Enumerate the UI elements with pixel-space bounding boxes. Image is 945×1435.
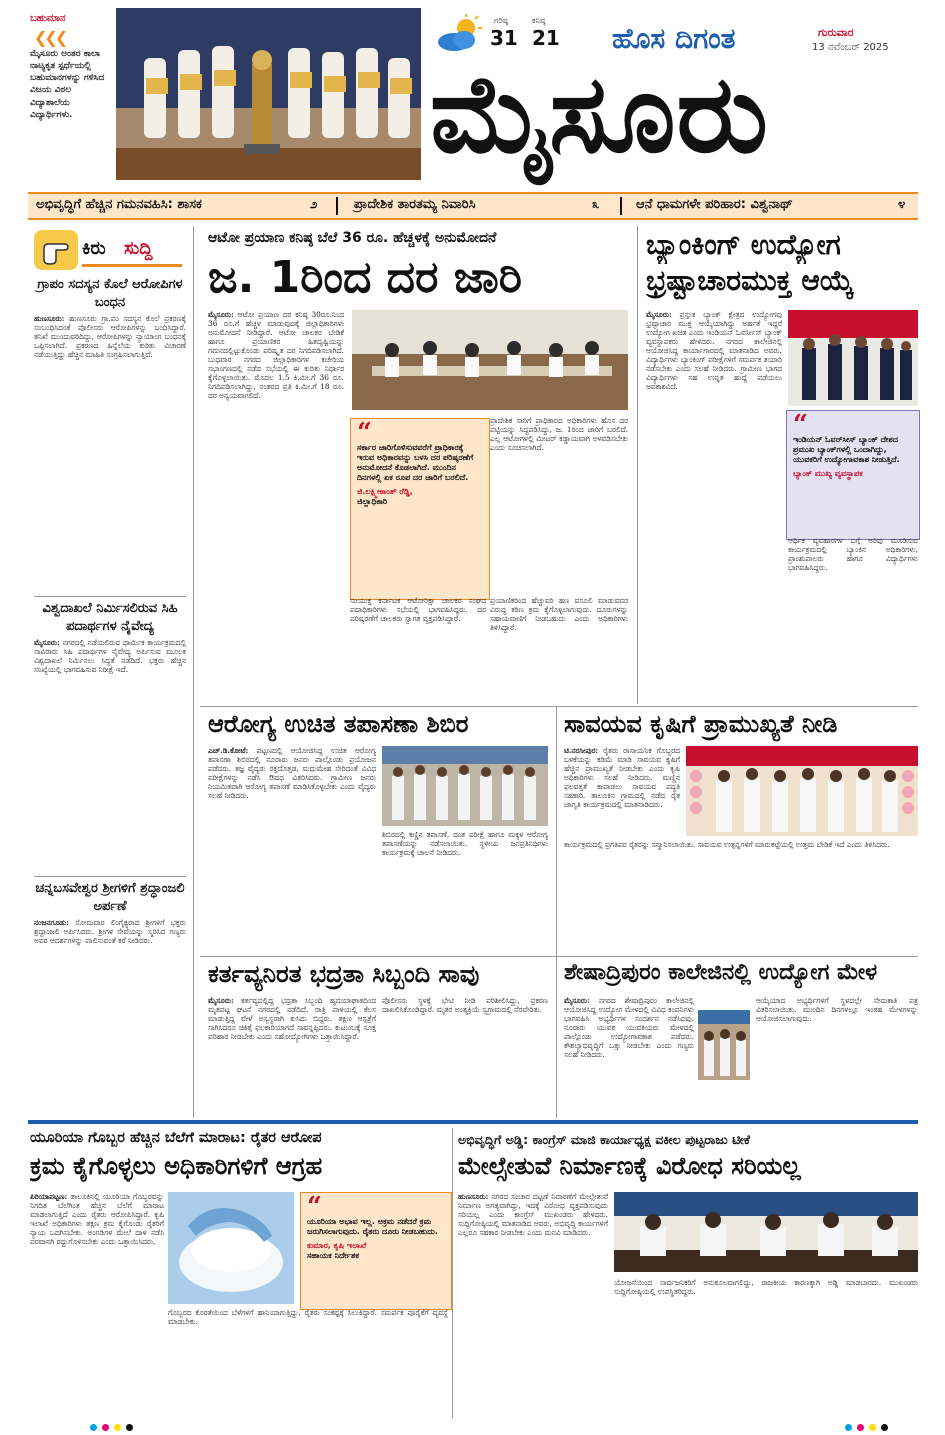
bank-body-2: ಆರ್ಥಿಕ ವ್ಯವಹಾರಗಳ ಬಗ್ಗೆ ಅರಿವು ಮೂಡಿಸುವ ಕಾರ್ಯಕ್ರಮದಲ್ಲಿ ಬ್ಯಾಂಕಿನ ಅಧಿಕಾರಿಗಳು, ಪ್ರಾಂಶುಪಾಲರು ಹಾಗೂ ವಿದ್ಯಾರ್ಥಿಗಳು ಭಾಗವಹಿಸಿದ್ದರು. xyxy=(788,536,918,573)
jobfair-headline: ಶೇಷಾದ್ರಿಪುರಂ ಕಾಲೇಜಿನಲ್ಲಿ ಉದ್ಯೋಗ ಮೇಳ xyxy=(564,960,878,985)
bahumana-label: ಬಹುಮಾನ xyxy=(30,13,66,24)
bank-column-2 xyxy=(788,536,918,698)
flyover-column-1 xyxy=(458,1192,608,1414)
bank-quote xyxy=(786,410,920,540)
chevrons-icon: ❮❮❮ xyxy=(34,28,66,47)
lead-quote-text: ಸರ್ಕಾರ ಜಾರಿಗೊಳಿಸುವವರೆಗೆ ಪ್ರಾಧಿಕಾರಕ್ಕೆ ಇರುವ ಅಧಿಕಾರವನ್ನು ಬಳಸಿ ದರ ಪರಿಷ್ಕರಣೆಗೆ ಅನುಮೋದನೆ ಕೊಡಲಾಗಿದೆ. ಮುಂದಿನ ದಿನಗಳಲ್ಲಿ ಏಕ ರೂಪ ದರ ಜಾರಿಗೆ ಬರಲಿದೆ. xyxy=(357,443,474,482)
lead-column-3 xyxy=(350,596,486,698)
column-rule xyxy=(637,226,638,704)
urea-quote-author: ಕುಮಾರ, ಕೃಷಿ ಇಲಾಖೆ xyxy=(307,1241,367,1250)
kirusuddi-item2-byline: ಮೈಸೂರು: xyxy=(34,638,60,647)
urea-quote-text: ಯೂರಿಯಾ ಅಭಾವ ಇಲ್ಲ. ಅಕ್ರಮ ನಡೆದರೆ ಕ್ರಮ ಜರುಗಿಸಲಾಗುವುದು. ರೈತರು ದೂರು ನೀಡಬಹುದು. xyxy=(307,1217,438,1236)
lead-quote-author: ಜಿ.ಲಕ್ಷ್ಮೀಕಾಂತ್ ರೆಡ್ಡಿ, xyxy=(357,487,413,496)
lead-quote-role: ಜಿಲ್ಲಾಧಿಕಾರಿ xyxy=(357,497,388,506)
kirusuddi-item3-byline: ನಂಜನಗೂಡು: xyxy=(34,918,69,927)
column-rule xyxy=(556,706,557,956)
flyover-body: ನಗರದ ಸಂಚಾರ ದಟ್ಟಣೆ ನಿವಾರಣೆಗೆ ಮೇಲ್ಸೇತುವೆ ನಿರ್ಮಾಣ ಅಗತ್ಯವಾಗಿದ್ದು, ಇದಕ್ಕೆ ವಿರೋಧ ವ್ಯಕ್ತಪಡಿಸುವುದು ಸರಿಯಲ್ಲ ಎಂದು ಕಾಂಗ್ರೆಸ್ ಮುಖಂಡರು ಹೇಳಿದರು. ಸುದ್ದಿಗೋಷ್ಠಿಯಲ್ಲಿ ಮಾತನಾಡಿದ ಅವರು, ಅಭಿವೃದ್ಧಿ ಕಾರ್ಯಗಳಿಗೆ ಎಲ್ಲರೂ ಸಹಕಾರ ನೀಡಬೇಕು ಎಂದು ಮನವಿ ಮಾಡಿದರು. xyxy=(458,1192,608,1238)
urea-body-2: ಗೊಬ್ಬರದ ಕೊರತೆಯಿಂದ ಬೆಳೆಗಳಿಗೆ ಹಾನಿಯಾಗುತ್ತಿದ್ದು, ರೈತರು ಸಂಕಷ್ಟಕ್ಕೆ ಸಿಲುಕಿದ್ದಾರೆ. ಸಮರ್ಪಕ ಪೂರೈಕೆಗೆ ವ್ಯವಸ್ಥೆ ಮಾಡಬೇಕು. xyxy=(168,1308,448,1327)
teaser-1-page: ೨ xyxy=(310,197,318,212)
kirusuddi-header xyxy=(34,228,186,272)
quote-mark-icon: “ xyxy=(357,418,372,448)
registration-dots xyxy=(90,1416,133,1435)
lead-kicker: ಆಟೋ ಪ್ರಯಾಣ ಕನಿಷ್ಠ ಬೆಲೆ 36 ರೂ. ಹೆಚ್ಚಳಕ್ಕೆ ಅನುಮೋದನೆ xyxy=(208,230,497,246)
organic-column-2 xyxy=(564,840,918,950)
lead-column-1 xyxy=(208,310,344,698)
kirusuddi-label-ki: ಕಿರು xyxy=(82,238,106,259)
organic-photo xyxy=(686,746,918,836)
staff-body-2: ಪೊಲೀಸರು ಸ್ಥಳಕ್ಕೆ ಭೇಟಿ ನೀಡಿ ಪರಿಶೀಲಿಸಿದ್ದು, ಪ್ರಕರಣ ದಾಖಲಿಸಿಕೊಂಡಿದ್ದಾರೆ. ಮೃತರ ಅಂತ್ಯಕ್ರಿಯೆ ಸ್ವಗ್ರಾಮದಲ್ಲಿ ನೆರವೇರಿತು. xyxy=(382,996,548,1015)
flyover-body-2: ಯೋಜನೆಯಿಂದ ಸಾರ್ವಜನಿಕರಿಗೆ ಅನುಕೂಲವಾಗಲಿದ್ದು, ರಾಜಕೀಯ ಕಾರಣಕ್ಕಾಗಿ ಅಡ್ಡಿ ಮಾಡಬಾರದು. ಮುಖಂಡರು ಸುದ್ದಿಗೋಷ್ಠಿಯಲ್ಲಿ ಉಪಸ್ಥಿತರಿದ್ದರು. xyxy=(614,1278,918,1297)
lead-column-2 xyxy=(490,416,628,590)
organic-body-2: ಕಾರ್ಯಕ್ರಮದಲ್ಲಿ ಪ್ರಗತಿಪರ ರೈತರನ್ನು ಸನ್ಮಾನಿಸಲಾಯಿತು. ಸಾವಯವ ಉತ್ಪನ್ನಗಳಿಗೆ ಮಾರುಕಟ್ಟೆಯಲ್ಲಿ ಉತ್ತಮ ಬೇಡಿಕೆ ಇದೆ ಎಂದು ತಿಳಿಸಿದರು. xyxy=(564,840,890,849)
urea-body: ತಾಲೂಕಿನಲ್ಲಿ ಯೂರಿಯಾ ಗೊಬ್ಬರವನ್ನು ನಿಗದಿತ ಬೆಲೆಗಿಂತ ಹೆಚ್ಚಿನ ಬೆಲೆಗೆ ಮಾರಾಟ ಮಾಡಲಾಗುತ್ತಿದೆ ಎಂದು ರೈತರು ಆರೋಪಿಸಿದ್ದಾರೆ. ಕೃಷಿ ಇಲಾಖೆ ಅಧಿಕಾರಿಗಳು ತಕ್ಷಣ ಕ್ರಮ ಕೈಗೊಂಡು ರೈತರಿಗೆ ನ್ಯಾಯ ಒದಗಿಸಬೇಕು. ಅಂಗಡಿಗಳ ಮೇಲೆ ದಾಳಿ ನಡೆಸಿ ಪರವಾನಗಿ ರದ್ದುಗೊಳಿಸಬೇಕು ಎಂದು ಒತ್ತಾಯಿಸಿದರು. xyxy=(30,1192,164,1247)
teaser-1-text: ಅಭಿವೃದ್ಧಿಗೆ ಹೆಚ್ಚಿನ ಗಮನವಹಿಸಿ: ಶಾಸಕ xyxy=(36,197,202,212)
organic-byline: ಟಿ.ನರಸೀಪುರ: xyxy=(564,746,599,755)
teaser-2-page: ೩ xyxy=(592,197,600,212)
paper-name: ಹೊಸ ದಿಗಂತ xyxy=(612,22,736,55)
quote-mark-icon: “ xyxy=(307,1192,322,1222)
bank-photo xyxy=(788,310,918,406)
lead-column-4 xyxy=(490,596,628,698)
urea-kicker: ಯೂರಿಯಾ ಗೊಬ್ಬರ ಹೆಚ್ಚಿನ ಬೆಲೆಗೆ ಮಾರಾಟ: ರೈತರ ಆರೋಪ xyxy=(30,1130,322,1146)
bank-body: ಪ್ರಸ್ತುತ ಬ್ಯಾಂಕ್ ಕ್ಷೇತ್ರದ ಉದ್ಯೋಗವು ಭ್ರಷ್ಟಾಚಾರ ಮುಕ್ತ ಆಯ್ಕೆಯಾಗಿದ್ದು ಅರ್ಹತೆ ಇದ್ದರೆ ಉದ್ಯೋಗ ಖಚಿತ ಎಂದು ಇಂಡಿಯನ್ ಓವರ್ಸೀಸ್ ಬ್ಯಾಂಕ್ ವ್ಯವಸ್ಥಾಪಕರು ಹೇಳಿದರು. ನಗರದ ಕಾಲೇಜಿನಲ್ಲಿ ಆಯೋಜಿಸಿದ್ದ ಕಾರ್ಯಾಗಾರದಲ್ಲಿ ಮಾತನಾಡಿದ ಅವರು, ವಿದ್ಯಾರ್ಥಿಗಳು ಬ್ಯಾಂಕಿಂಗ್ ಪರೀಕ್ಷೆಗಳಿಗೆ ಸಮರ್ಪಕ ತಯಾರಿ ನಡೆಸಬೇಕು ಎಂದು ಸಲಹೆ ನೀಡಿದರು. ಗ್ರಾಮೀಣ ಭಾಗದ ವಿದ್ಯಾರ್ಥಿಗಳು ಸಹ ಉನ್ನತ ಹುದ್ದೆ ಪಡೆಯಲು ಅವಕಾಶವಿದೆ. xyxy=(646,310,782,392)
organic-body: ರೈತರು ರಾಸಾಯನಿಕ ಗೊಬ್ಬರದ ಬಳಕೆಯನ್ನು ಕಡಿಮೆ ಮಾಡಿ ಸಾವಯವ ಕೃಷಿಗೆ ಹೆಚ್ಚಿನ ಪ್ರಾಮುಖ್ಯತೆ ನೀಡಬೇಕು ಎಂದು ಕೃಷಿ ಅಧಿಕಾರಿಗಳು ಸಲಹೆ ನೀಡಿದರು. ಮಣ್ಣಿನ ಫಲವತ್ತತೆ ಕಾಪಾಡಲು ಸಾವಯವ ಪದ್ಧತಿ ಸಹಕಾರಿ. ತಾಲೂಕಿನ ಗ್ರಾಮದಲ್ಲಿ ನಡೆದ ರೈತ ಜಾಗೃತಿ ಕಾರ್ಯಕ್ರಮದಲ್ಲಿ ಮಾತನಾಡಿದರು. xyxy=(564,746,680,810)
teaser-3-text: ಆನೆ ಧಾಮಗಳೇ ಪರಿಹಾರ: ವಿಶ್ವನಾಥ್ xyxy=(636,197,793,212)
max-temp-label: ಗರಿಷ್ಠ xyxy=(494,16,508,25)
jobfair-photo xyxy=(698,1010,750,1080)
kirusuddi-item1-text: ಹುಣಸೂರು ಗ್ರಾ.ಪಂ ಸದಸ್ಯನ ಕೊಲೆ ಪ್ರಕರಣಕ್ಕೆ ಸಂಬಂಧಿಸಿದಂತೆ ಪೊಲೀಸರು ಆರೋಪಿಗಳನ್ನು ಬಂಧಿಸಿದ್ದಾರೆ. ತನಿಖೆ ಮುಂದುವರಿದಿದ್ದು, ಆರೋಪಿಗಳನ್ನು ನ್ಯಾಯಾಂಗ ಬಂಧನಕ್ಕೆ ಒಪ್ಪಿಸಲಾಗಿದೆ. ಪ್ರಕರಣದ ಹಿನ್ನೆಲೆಯ ಕುರಿತು ವಿಚಾರಣೆ ನಡೆಯುತ್ತಿದ್ದು ಹೆಚ್ಚಿನ ಮಾಹಿತಿ ಸಂಗ್ರಹಿಸಲಾಗುತ್ತಿದೆ. xyxy=(34,314,186,360)
kirusuddi-item2-title: ವಿಶ್ವದಾಖಲೆ ನಿರ್ಮಿಸಲಿರುವ ಸಿಹಿ ಪದಾರ್ಥಗಳ ನೈವೇದ್ಯ xyxy=(42,601,178,634)
max-temp: 31 xyxy=(490,26,518,50)
divider xyxy=(34,596,186,597)
jobfair-body: ನಗರದ ಶೇಷಾದ್ರಿಪುರಂ ಕಾಲೇಜಿನಲ್ಲಿ ಆಯೋಜಿಸಿದ್ದ ಉದ್ಯೋಗ ಮೇಳದಲ್ಲಿ ವಿವಿಧ ಕಂಪನಿಗಳು ಭಾಗವಹಿಸಿ ಅಭ್ಯರ್ಥಿಗಳ ಸಂದರ್ಶನ ನಡೆಸಿದವು. ನೂರಾರು ಯುವಕ ಯುವತಿಯರು ಮೇಳದಲ್ಲಿ ಪಾಲ್ಗೊಂಡು ಉದ್ಯೋಗಾವಕಾಶ ಪಡೆದರು. ಕೌಶಲ್ಯಾಭಿವೃದ್ಧಿಗೆ ಒತ್ತು ನೀಡಬೇಕು ಎಂದು ಗಣ್ಯರು ಸಲಹೆ ನೀಡಿದರು. xyxy=(564,996,694,1060)
bank-column-1 xyxy=(646,310,782,698)
kirusuddi-item1-body xyxy=(34,314,186,590)
urea-headline: ಕ್ರಮ ಕೈಗೊಳ್ಳಲು ಅಧಿಕಾರಿಗಳಿಗೆ ಆಗ್ರಹ xyxy=(30,1152,323,1180)
column-rule xyxy=(556,956,557,1118)
kirusuddi-item3-body xyxy=(34,918,186,1114)
kirusuddi-item3-title: ಚನ್ನಬಸವೇಶ್ವರ ಶ್ರೀಗಳಿಗೆ ಶ್ರದ್ಧಾಂಜಲಿ ಅರ್ಪಣೆ xyxy=(35,881,185,914)
urea-photo xyxy=(168,1192,294,1304)
urea-quote-role: ಸಹಾಯಕ ನಿರ್ದೇಶಕ xyxy=(307,1251,359,1260)
flyover-kicker: ಅಭಿವೃದ್ಧಿಗೆ ಅಡ್ಡಿ: ಕಾಂಗ್ರೆಸ್ ಮಾಜಿ ಕಾರ್ಯಾಧ್ಯಕ್ಷ ವಕೀಲ ಪುಟ್ಟರಾಜು ಟೀಕೆ xyxy=(458,1132,750,1147)
kirusuddi-item2-text: ನಗರದಲ್ಲಿ ನಡೆಯಲಿರುವ ಧಾರ್ಮಿಕ ಕಾರ್ಯಕ್ರಮದಲ್ಲಿ ಸಾವಿರಾರು ಸಿಹಿ ಪದಾರ್ಥಗಳ ನೈವೇದ್ಯ ಅರ್ಪಿಸುವ ಮೂಲಕ ವಿಶ್ವದಾಖಲೆ ನಿರ್ಮಿಸಲು ಸಿದ್ಧತೆ ನಡೆದಿದೆ. ಭಕ್ತರು ಹೆಚ್ಚಿನ ಸಂಖ್ಯೆಯಲ್ಲಿ ಭಾಗವಹಿಸುವ ನಿರೀಕ್ಷೆ ಇದೆ. xyxy=(34,638,186,675)
lead-body-3: ಸಂಯುಕ್ತ ಕರ್ನಾಟಕ ಆಟೋರಿಕ್ಷಾ ಚಾಲಕರ ಸಂಘದ ಪದಾಧಿಕಾರಿಗಳು ಸಭೆಯಲ್ಲಿ ಭಾಗವಹಿಸಿದ್ದರು. ದರ ಪರಿಷ್ಕರಣೆಗೆ ಚಾಲಕರು ಸ್ವಾಗತ ವ್ಯಕ್ತಪಡಿಸಿದ್ದಾರೆ. xyxy=(350,596,486,624)
urea-quote xyxy=(300,1192,452,1310)
bank-quote-text: ಇಂಡಿಯನ್ ಓವರ್‌ಸೀಸ್ ಬ್ಯಾಂಕ್ ದೇಶದ ಪ್ರಮುಖ ಬ್ಯಾಂಕ್‌ಗಳಲ್ಲಿ ಒಂದಾಗಿದ್ದು, ಯುವಕರಿಗೆ ಉದ್ಯೋಗಾವಕಾಶ ನೀಡುತ್ತಿದೆ. xyxy=(793,435,900,464)
day-label: ಗುರುವಾರ xyxy=(818,26,854,39)
date-label: 13 ನವೆಂಬರ್ 2025 xyxy=(812,42,889,53)
lead-body-1: ಆಟೋ ಪ್ರಯಾಣ ದರ ಕನಿಷ್ಠ 30ರೂ.ನಿಂದ 36 ರೂ.ಗೆ ಹೆಚ್ಚಳ ಮಾಡುವುದಕ್ಕೆ ಜಿಲ್ಲಾಧಿಕಾರಿಗಳು ಅನುಮೋದನೆ ನೀಡಿದ್ದಾರೆ. ಆಟೋ ಚಾಲಕರ ಬೇಡಿಕೆ ಹಾಗೂ ಪ್ರಯಾಣಿಕರ ಹಿತದೃಷ್ಟಿಯನ್ನು ಗಮನದಲ್ಲಿಟ್ಟುಕೊಂಡು ಪರಿಷ್ಕೃತ ದರ ನಿಗದಿಪಡಿಸಲಾಗಿದೆ. ಬುಧವಾರ ನಗರದ ಜಿಲ್ಲಾಧಿಕಾರಿಗಳ ಕಚೇರಿಯ ಸಭಾಂಗಣದಲ್ಲಿ ನಡೆದ ಸಭೆಯಲ್ಲಿ ಈ ಕುರಿತು ನಿರ್ಧಾರ ಕೈಗೊಳ್ಳಲಾಯಿತು. ಮೊದಲ 1.5 ಕಿ.ಮೀ.ಗೆ 36 ರೂ. ನಿಗದಿಪಡಿಸಲಾಗಿದ್ದು, ನಂತರದ ಪ್ರತಿ ಕಿ.ಮೀ.ಗೆ 18 ರೂ. ದರ ಅನ್ವಯವಾಗಲಿದೆ. xyxy=(208,310,344,401)
top-left-label-bar xyxy=(30,6,112,24)
divider xyxy=(200,706,918,707)
staff-byline: ಮೈಸೂರು: xyxy=(208,996,234,1005)
lead-body-4: ಪ್ರಯಾಣಿಕರಿಂದ ಹೆಚ್ಚುವರಿ ಹಣ ವಸೂಲಿ ಮಾಡುವವರ ವಿರುದ್ಧ ಕಠಿಣ ಕ್ರಮ ಕೈಗೊಳ್ಳಲಾಗುವುದು. ದೂರುಗಳನ್ನು ಸಹಾಯವಾಣಿಗೆ ನೀಡಬಹುದು ಎಂದು ಅಧಿಕಾರಿಗಳು ತಿಳಿಸಿದ್ದಾರೆ. xyxy=(490,596,628,633)
staff-headline: ಕರ್ತವ್ಯನಿರತ ಭದ್ರತಾ ಸಿಬ್ಬಂದಿ ಸಾವು xyxy=(208,960,480,988)
teaser-strip xyxy=(28,192,918,220)
lead-headline: ಜ. 1ರಿಂದ ದರ ಜಾರಿ xyxy=(208,252,523,303)
flyover-column-2 xyxy=(614,1278,918,1414)
flyover-byline: ಹುಣಸೂರು: xyxy=(458,1192,489,1201)
bank-quote-author: ಬ್ಯಾಂಕ್ ಮುಖ್ಯ ವ್ಯವಸ್ಥಾಪಕ xyxy=(793,469,863,478)
health-body-2: ಶಿಬಿರದಲ್ಲಿ ಕಣ್ಣಿನ ತಪಾಸಣೆ, ದಂತ ಪರೀಕ್ಷೆ ಹಾಗೂ ಮಕ್ಕಳ ಆರೋಗ್ಯ ತಪಾಸಣೆಯನ್ನು ನಡೆಸಲಾಯಿತು. ಸ್ಥಳೀಯ ಜನಪ್ರತಿನಿಧಿಗಳು ಕಾರ್ಯಕ್ರಮಕ್ಕೆ ಚಾಲನೆ ನೀಡಿದರು. xyxy=(382,830,548,858)
organic-column-1 xyxy=(564,746,680,836)
divider xyxy=(200,956,918,957)
award-photo xyxy=(116,8,421,180)
staff-column-1 xyxy=(208,996,376,1114)
teaser-2-text: ಪ್ರಾದೇಶಿಕ ತಾರತಮ್ಯ ನಿವಾರಿಸಿ xyxy=(354,197,476,212)
min-temp-label: ಕನಿಷ್ಠ xyxy=(532,16,546,25)
divider xyxy=(34,876,186,877)
health-photo xyxy=(382,746,548,826)
bank-headline-2: ಭ್ರಷ್ಟಾಚಾರಮುಕ್ತ ಆಯ್ಕೆ xyxy=(646,264,854,297)
urea-byline: ಪಿರಿಯಾಪಟ್ಟಣ: xyxy=(30,1192,68,1201)
lead-photo xyxy=(352,310,628,410)
kirusuddi-item1-title: ಗ್ರಾಪಂ ಸದಸ್ಯನ ಕೊಲೆ ಆರೋಪಿಗಳ ಬಂಧನ xyxy=(37,277,183,310)
urea-column-2 xyxy=(168,1308,448,1414)
lead-quote xyxy=(350,418,490,600)
health-headline: ಆರೋಗ್ಯ ಉಚಿತ ತಪಾಸಣಾ ಶಿಬಿರ xyxy=(208,710,469,738)
health-byline: ಎಚ್.ಡಿ.ಕೋಟೆ: xyxy=(208,746,249,755)
kirusuddi-item1-byline: ಹುಣಸೂರು: xyxy=(34,314,65,323)
urea-column-1 xyxy=(30,1192,164,1414)
teaser-2[interactable] xyxy=(346,194,616,218)
teaser-divider xyxy=(336,197,338,215)
jobfair-body-2: ಆಯ್ಕೆಯಾದ ಅಭ್ಯರ್ಥಿಗಳಿಗೆ ಸ್ಥಳದಲ್ಲೇ ನೇಮಕಾತಿ ಪತ್ರ ವಿತರಿಸಲಾಯಿತು. ಮುಂದಿನ ದಿನಗಳಲ್ಲೂ ಇಂತಹ ಮೇಳಗಳನ್ನು ಆಯೋಜಿಸಲಾಗುವುದು. xyxy=(756,996,918,1024)
kirusuddi-underline xyxy=(82,264,182,267)
teaser-3[interactable] xyxy=(628,194,918,218)
staff-body: ಕರ್ತವ್ಯದಲ್ಲಿದ್ದ ಭದ್ರತಾ ಸಿಬ್ಬಂದಿ ಹೃದಯಾಘಾತದಿಂದ ಮೃತಪಟ್ಟ ಘಟನೆ ನಗರದಲ್ಲಿ ನಡೆದಿದೆ. ರಾತ್ರಿ ಪಾಳಿಯಲ್ಲಿ ಕೆಲಸ ಮಾಡುತ್ತಿದ್ದ ವೇಳೆ ಅಸ್ವಸ್ಥರಾಗಿ ಕುಸಿದು ಬಿದ್ದರು. ತಕ್ಷಣ ಆಸ್ಪತ್ರೆಗೆ ಸಾಗಿಸಿದರೂ ಚಿಕಿತ್ಸೆ ಫಲಕಾರಿಯಾಗದೆ ಸಾವನ್ನಪ್ಪಿದರು. ಕುಟುಂಬಕ್ಕೆ ಸೂಕ್ತ ಪರಿಹಾರ ನೀಡಬೇಕು ಎಂದು ಸಹೋದ್ಯೋಗಿಗಳು ಒತ್ತಾಯಿಸಿದ್ದಾರೆ. xyxy=(208,996,376,1042)
pointing-hand-icon xyxy=(34,230,78,270)
lead-body-2: ಪ್ರಾದೇಶಿಕ ಸಾರಿಗೆ ಪ್ರಾಧಿಕಾರದ ಅಧಿಕಾರಿಗಳು ಹೊಸ ದರ ಪಟ್ಟಿಯನ್ನು ಸಿದ್ಧಪಡಿಸಿದ್ದು, ಜ. 1ರಿಂದ ಜಾರಿಗೆ ಬರಲಿದೆ. ಎಲ್ಲ ಆಟೋಗಳಲ್ಲಿ ಮೀಟರ್ ಕಡ್ಡಾಯವಾಗಿ ಅಳವಡಿಸಬೇಕು ಎಂದು ಸೂಚಿಸಲಾಗಿದೆ. xyxy=(490,416,628,453)
bank-headline-1: ಬ್ಯಾಂಕಿಂಗ್ ಉದ್ಯೋಗ xyxy=(646,228,841,261)
kirusuddi-item3-text: ಸೋಮವಾರ ಲಿಂಗೈಕ್ಯರಾದ ಶ್ರೀಗಳಿಗೆ ಭಕ್ತರು ಶ್ರದ್ಧಾಂಜಲಿ ಅರ್ಪಿಸಿದರು. ಶ್ರೀಗಳ ಸೇವೆಯನ್ನು ಸ್ಮರಿಸಿದ ಗಣ್ಯರು ಅವರ ಆದರ್ಶಗಳನ್ನು ಪಾಲಿಸುವಂತೆ ಕರೆ ನೀಡಿದರು. xyxy=(34,918,186,946)
health-body: ಪಟ್ಟಣದಲ್ಲಿ ಆಯೋಜಿಸಿದ್ದ ಉಚಿತ ಆರೋಗ್ಯ ತಪಾಸಣಾ ಶಿಬಿರದಲ್ಲಿ ನೂರಾರು ಜನರು ಪಾಲ್ಗೊಂಡು ಪ್ರಯೋಜನ ಪಡೆದರು. ತಜ್ಞ ವೈದ್ಯರು ರಕ್ತದೊತ್ತಡ, ಮಧುಮೇಹ ಸೇರಿದಂತೆ ವಿವಿಧ ಪರೀಕ್ಷೆಗಳನ್ನು ನಡೆಸಿ ಔಷಧ ವಿತರಿಸಿದರು. ಗ್ರಾಮೀಣ ಜನರು ನಿಯಮಿತವಾಗಿ ಆರೋಗ್ಯ ತಪಾಸಣೆ ಮಾಡಿಸಿಕೊಳ್ಳಬೇಕು ಎಂದು ವೈದ್ಯರು ಸಲಹೆ ನೀಡಿದರು. xyxy=(208,746,376,801)
min-temp: 21 xyxy=(532,26,560,50)
bank-byline: ಮೈಸೂರು: xyxy=(646,310,672,319)
health-column-2 xyxy=(382,830,548,950)
teaser-divider xyxy=(620,197,622,215)
lead-byline: ಮೈಸೂರು: xyxy=(208,310,234,319)
edition-title: ಮೈಸೂರು xyxy=(430,52,769,177)
jobfair-column-1 xyxy=(564,996,694,1114)
organic-headline: ಸಾವಯವ ಕೃಷಿಗೆ ಪ್ರಾಮುಖ್ಯತೆ ನೀಡಿ xyxy=(564,710,838,738)
flyover-photo xyxy=(614,1192,918,1272)
section-divider-bar xyxy=(28,1120,918,1124)
jobfair-column-2 xyxy=(756,996,918,1114)
jobfair-byline: ಮೈಸೂರು: xyxy=(564,996,590,1005)
registration-dots xyxy=(845,1416,888,1435)
kirusuddi-item2-body xyxy=(34,638,186,874)
health-column-1 xyxy=(208,746,376,950)
teaser-1[interactable] xyxy=(28,194,332,218)
staff-column-2 xyxy=(382,996,548,1114)
column-rule xyxy=(452,1128,453,1418)
teaser-3-page: ೪ xyxy=(898,197,906,212)
bahumana-caption: ಮೈಸೂರು ಅಂತರ ಕಾಲಾ ನಾಟ್ಯಕೃತ ಸ್ಪರ್ಧೆಯಲ್ಲಿ ಬಹುಮಾನಗಳನ್ನು ಗಳಿಸಿದ ವಿಜಯ ವಿಠಲ ವಿದ್ಯಾಶಾಲೆಯ ವಿದ್ಯಾರ್ಥಿಗಳು. xyxy=(30,49,105,120)
quote-mark-icon: “ xyxy=(793,410,808,440)
kirusuddi-label-suddi: ಸುದ್ದಿ xyxy=(124,238,153,259)
flyover-headline: ಮೇಲ್ಸೇತುವೆ ನಿರ್ಮಾಣಕ್ಕೆ ವಿರೋಧ ಸರಿಯಲ್ಲ xyxy=(458,1152,801,1180)
column-rule xyxy=(193,226,194,1118)
